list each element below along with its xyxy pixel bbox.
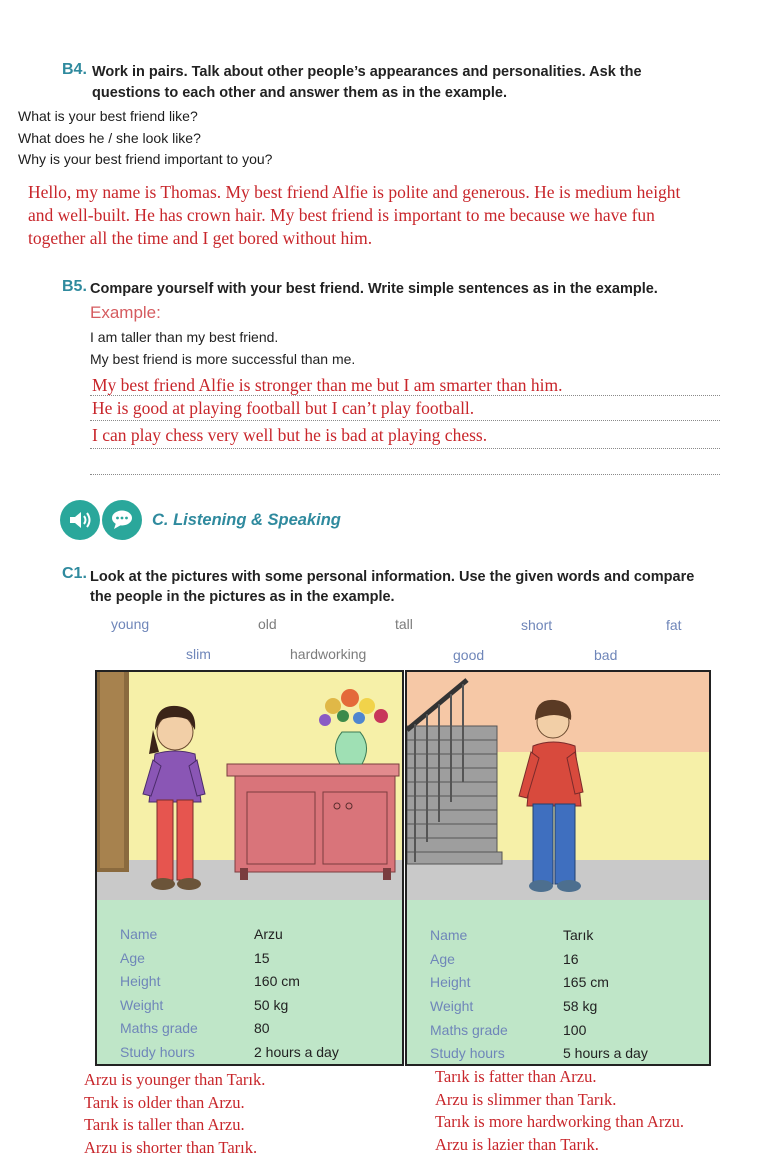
tarik-label: Study hours — [430, 1045, 505, 1061]
arzu-illustration — [97, 672, 402, 900]
arzu-label: Weight — [120, 997, 164, 1013]
arzu-label: Height — [120, 973, 161, 989]
tarik-value: 58 kg — [563, 998, 598, 1014]
writing-line — [90, 448, 720, 449]
word-chip: old — [258, 616, 277, 632]
b4-answer-line: and well-built. He has crown hair. My best friend is important to me because we have fun — [28, 205, 655, 225]
b5-example-line: My best friend is more successful than me. — [90, 351, 356, 367]
word-chip: bad — [594, 647, 618, 663]
arzu-value: 2 hours a day — [254, 1044, 339, 1060]
speaker-icon — [60, 500, 100, 540]
b5-example-label: Example: — [90, 303, 161, 322]
arzu-value: 80 — [254, 1020, 270, 1036]
tarik-value: 165 cm — [563, 974, 609, 990]
tarik-label: Maths grade — [430, 1022, 508, 1038]
b5-example-line: I am taller than my best friend. — [90, 329, 279, 345]
comparison-sentence: Tarık is taller than Arzu. — [84, 1115, 245, 1134]
comparison-sentence: Arzu is younger than Tarık. — [84, 1070, 266, 1089]
word-chip: slim — [186, 646, 211, 662]
tarik-label: Height — [430, 974, 471, 990]
arzu-label: Study hours — [120, 1044, 195, 1060]
word-chip: fat — [666, 617, 682, 633]
speech-bubble-icon — [102, 500, 142, 540]
comparison-sentence: Arzu is lazier than Tarık. — [435, 1135, 599, 1154]
b4-instruction-line1: Work in pairs. Talk about other people’s appearances and personalities. Ask the — [92, 64, 642, 80]
tarik-illustration — [407, 672, 709, 900]
comparison-sentence: Tarık is more hardworking than Arzu. — [435, 1112, 685, 1131]
word-chip: young — [111, 616, 150, 632]
c1-number: C1. — [62, 565, 87, 582]
b5-answer-line: He is good at playing football but I can’t play football. — [92, 398, 475, 418]
arzu-value: 15 — [254, 950, 270, 966]
b4-number: B4. — [62, 61, 87, 78]
comparison-sentence: Arzu is shorter than Tarık. — [84, 1138, 258, 1157]
tarik-value: 5 hours a day — [563, 1045, 648, 1061]
arzu-value: 160 cm — [254, 973, 300, 989]
tarik-label: Weight — [430, 998, 474, 1014]
writing-line — [90, 420, 720, 421]
word-chip: good — [453, 647, 485, 663]
b5-answer-line: My best friend Alfie is stronger than me but I am smarter than him. — [92, 375, 563, 395]
arzu-value: 50 kg — [254, 997, 289, 1013]
word-chip: hardworking — [290, 646, 367, 662]
b4-question: What does he / she look like? — [18, 130, 201, 146]
tarik-value: Tarık — [563, 927, 594, 943]
comparison-sentence: Tarık is older than Arzu. — [84, 1093, 245, 1112]
b5-number: B5. — [62, 278, 87, 295]
writing-line — [90, 474, 720, 475]
comparison-sentence: Arzu is slimmer than Tarık. — [435, 1090, 617, 1109]
comparison-sentence: Tarık is fatter than Arzu. — [435, 1067, 597, 1086]
c1-instruction-line1: Look at the pictures with some personal information. Use the given words and compare — [90, 569, 695, 585]
c1-instruction-line2: the people in the pictures as in the example. — [90, 589, 395, 605]
b4-answer-line: together all the time and I get bored without him. — [28, 228, 373, 248]
tarik-label: Name — [430, 927, 468, 943]
section-c-title: C. Listening & Speaking — [152, 511, 341, 529]
tarik-value: 16 — [563, 951, 579, 967]
arzu-label: Maths grade — [120, 1020, 198, 1036]
arzu-value: Arzu — [254, 926, 283, 942]
b4-question: What is your best friend like? — [18, 108, 198, 124]
b4-question: Why is your best friend important to you? — [18, 151, 273, 167]
arzu-label: Age — [120, 950, 145, 966]
b5-answer-line: I can play chess very well but he is bad at playing chess. — [92, 425, 488, 445]
b4-instruction-line2: questions to each other and answer them as in the example. — [92, 85, 507, 101]
b4-answer-line: Hello, my name is Thomas. My best friend Alfie is polite and generous. He is medium height — [28, 182, 681, 202]
word-chip: short — [521, 617, 553, 633]
arzu-label: Name — [120, 926, 158, 942]
writing-line — [90, 395, 720, 396]
word-chip: tall — [395, 616, 413, 632]
tarik-value: 100 — [563, 1022, 587, 1038]
b5-instruction: Compare yourself with your best friend. Write simple sentences as in the example. — [90, 281, 658, 297]
tarik-label: Age — [430, 951, 455, 967]
